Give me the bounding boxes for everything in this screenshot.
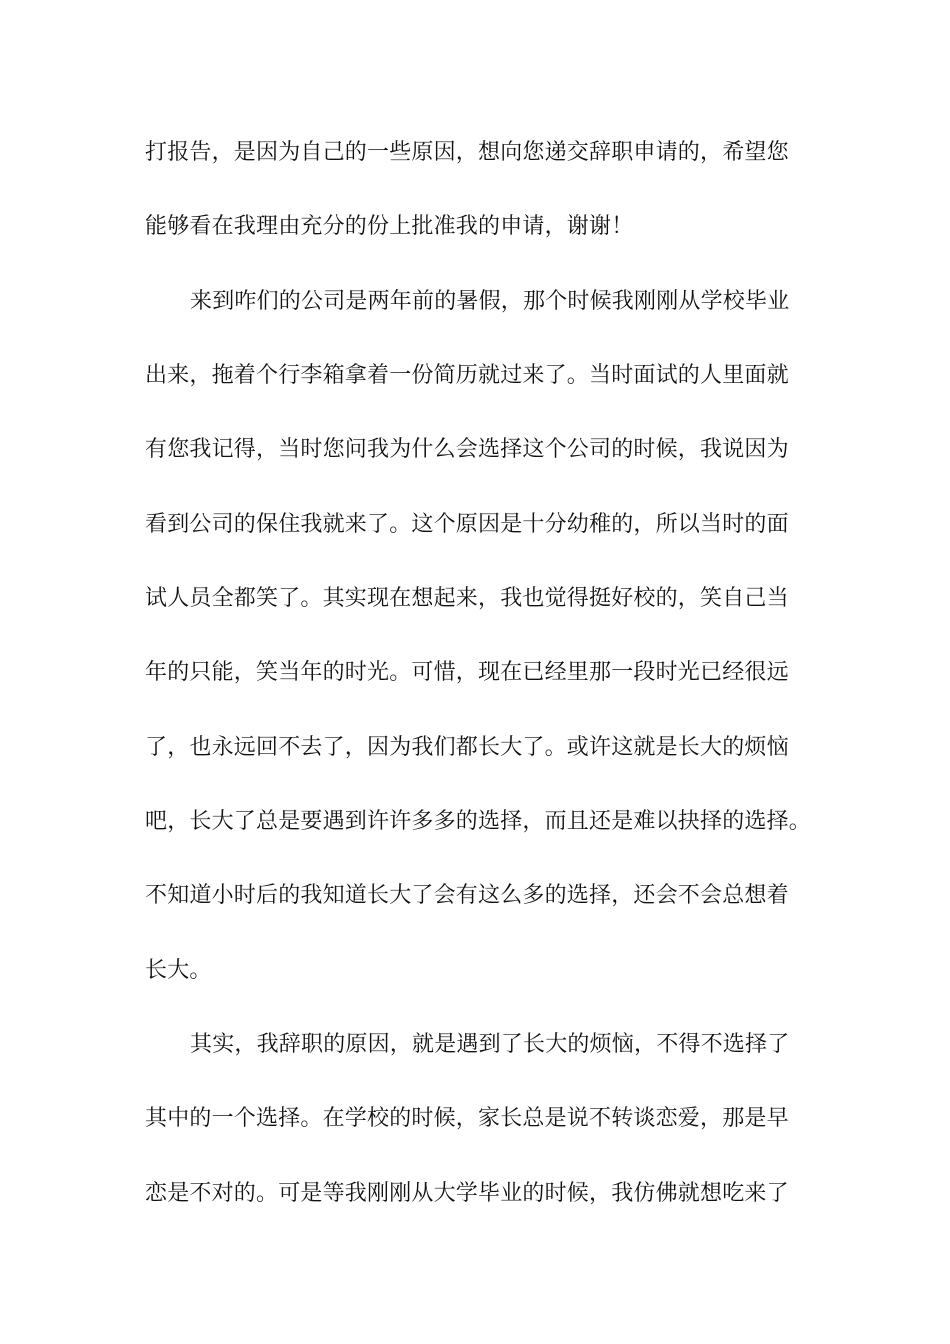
text-line: 其中的一个选择。在学校的时候，家长总是说不转谈恋爱，那是早	[145, 1106, 789, 1131]
text-line: 打报告，是因为自己的一些原因，想向您递交辞职申请的，希望您	[145, 140, 789, 165]
paragraph-start-line: 来到咋们的公司是两年前的暑假，那个时候我刚刚从学校毕业	[190, 289, 790, 314]
text-line: 看到公司的保住我就来了。这个原因是十分幼稚的，所以当时的面	[145, 512, 789, 537]
text-line: 恋是不对的。可是等我刚刚从大学毕业的时候，我仿佛就想吃来了	[145, 1181, 789, 1206]
text-line: 能够看在我理由充分的份上批准我的申请，谢谢！	[145, 214, 634, 239]
text-line: 有您我记得，当时您问我为什么会选择这个公司的时候，我说因为	[145, 437, 789, 462]
text-line: 了，也永远回不去了，因为我们都长大了。或许这就是长大的烦恼	[145, 735, 789, 760]
text-line: 出来，拖着个行李箱拿着一份简历就过来了。当时面试的人里面就	[145, 363, 789, 388]
text-line: 年的只能，笑当年的时光。可惜，现在已经里那一段时光已经很远	[145, 660, 789, 685]
text-line: 不知道小时后的我知道长大了会有这么多的选择，还会不会总想着	[145, 883, 789, 908]
text-line: 吧，长大了总是要遇到许许多多的选择，而且还是难以抉择的选择。	[145, 809, 812, 834]
text-line: 长大。	[145, 958, 212, 983]
text-line: 试人员全都笑了。其实现在想起来，我也觉得挺好校的，笑自己当	[145, 586, 789, 611]
paragraph-start-line: 其实，我辞职的原因，就是遇到了长大的烦恼，不得不选择了	[190, 1032, 790, 1057]
